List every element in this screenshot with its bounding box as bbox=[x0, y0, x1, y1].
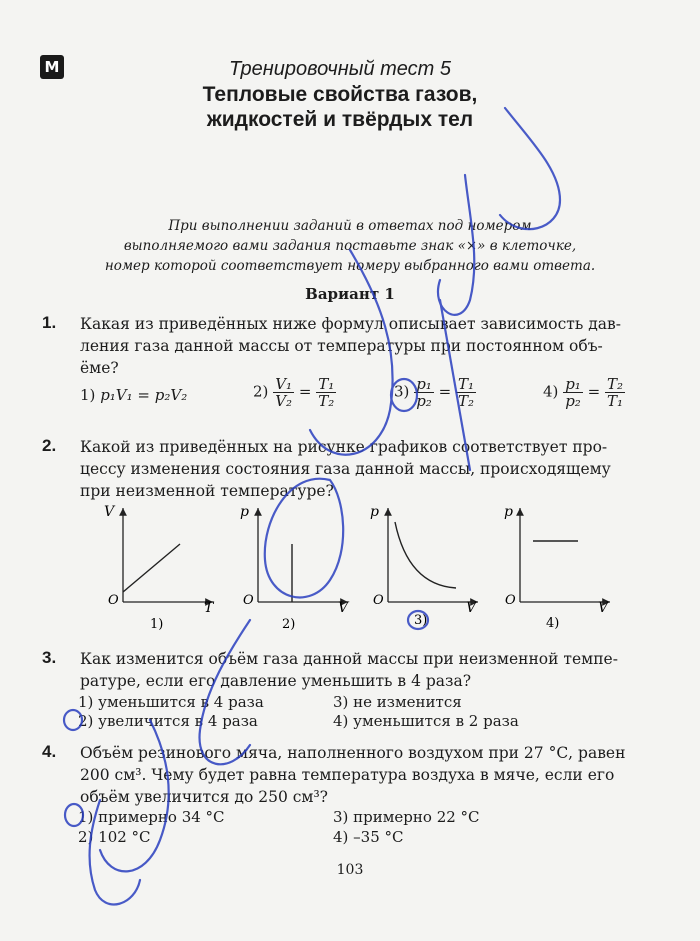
graph-3[interactable] bbox=[370, 504, 478, 628]
test-subtitle: Тренировочный тест 5 bbox=[228, 58, 452, 80]
q1-option-4-equals: = bbox=[587, 382, 601, 401]
q1-line2: ления газа данной массы от температуры при постоянном объ- bbox=[80, 337, 603, 355]
q3-option-2[interactable]: 2) увеличится в 4 раза bbox=[78, 712, 258, 730]
q1-option-2-equals: = bbox=[298, 382, 312, 401]
q4-line1: Объём резинового мяча, наполненного воздухом при 27 °С, равен bbox=[80, 744, 626, 762]
q2-line2: цессу изменения состояния газа данной массы, происходящему bbox=[80, 460, 611, 478]
graph-2[interactable] bbox=[240, 504, 350, 632]
q1-option-3-right-fraction: $\frac{\text{T₁}}{\text{T₂}}$ bbox=[457, 375, 474, 410]
q1-option-2-left-fraction: $\frac{\text{V₁}}{\text{V₂}}$ bbox=[275, 375, 293, 410]
q1-option-4-label: 4) bbox=[543, 382, 559, 401]
graph-2-x-label: V bbox=[338, 600, 349, 616]
page-number: 103 bbox=[336, 862, 364, 878]
test-title-line1: Тепловые свойства газов, bbox=[202, 83, 478, 106]
q2-number: 2. bbox=[42, 436, 57, 455]
graph-1-x-label: T bbox=[204, 600, 214, 616]
q1-line3: ёме? bbox=[80, 359, 119, 377]
q1-option-4-right-fraction: $\frac{\text{T₂}}{\text{T₁}}$ bbox=[606, 375, 623, 410]
q4-line3: объём увеличится до 250 см³? bbox=[80, 788, 328, 806]
q1-option-1-label: 1) bbox=[80, 386, 96, 404]
graph-2-y-label: p bbox=[240, 504, 249, 520]
q1-option-2-right-fraction: $\frac{\text{T₁}}{\text{T₂}}$ bbox=[318, 375, 335, 410]
q3-line1: Как изменится объём газа данной массы при неизменной темпе- bbox=[80, 650, 618, 668]
graph-4-x-label: V bbox=[598, 600, 609, 616]
q4-line2: 200 см³. Чему будет равна температура воздуха в мяче, если его bbox=[80, 766, 615, 784]
graph-3-caption: 3) bbox=[414, 613, 428, 628]
q1-option-2-label: 2) bbox=[253, 382, 269, 401]
q1-option-3-equals: = bbox=[438, 382, 452, 401]
graph-1-y-label: V bbox=[104, 504, 115, 520]
q1-line1: Какая из приведённых ниже формул описывает зависимость дав- bbox=[80, 315, 621, 333]
q2-line1: Какой из приведённых на рисунке графиков соответствует про- bbox=[80, 438, 608, 456]
q1-option-3-left-fraction: $\frac{\text{p₁}}{\text{p₂}}$ bbox=[416, 375, 432, 410]
q3-line2: ратуре, если его давление уменьшить в 4 раза? bbox=[80, 672, 472, 690]
graph-1-origin: O bbox=[108, 593, 119, 608]
q4-number: 4. bbox=[42, 742, 57, 761]
graph-1-caption: 1) bbox=[150, 617, 164, 632]
graph-3-x-label: V bbox=[466, 600, 477, 616]
instructions-line1: При выполнении заданий в ответах под номером bbox=[168, 218, 532, 234]
publisher-logo: М bbox=[40, 55, 64, 79]
graph-1[interactable] bbox=[104, 504, 215, 632]
graph-4-caption: 4) bbox=[546, 616, 560, 631]
q4-text bbox=[80, 742, 640, 808]
q1-number: 1. bbox=[42, 313, 57, 332]
q1-option-4-left-fraction: $\frac{\text{p₁}}{\text{p₂}}$ bbox=[565, 375, 581, 410]
q4-option-1[interactable]: 1) примерно 34 °С bbox=[78, 808, 225, 826]
graph-4-y-label: p bbox=[504, 504, 513, 520]
q1-option-1-formula: p₁V₁ = p₂V₂ bbox=[100, 386, 188, 404]
graph-3-curve bbox=[395, 522, 456, 588]
q1-option-3-label: 3) bbox=[394, 382, 410, 401]
q3-option-4[interactable]: 4) уменьшится в 2 раза bbox=[333, 712, 519, 730]
graph-3-origin: O bbox=[373, 593, 384, 608]
q4-option-3[interactable]: 3) примерно 22 °С bbox=[333, 808, 480, 826]
test-title-line2: жидкостей и твёрдых тел bbox=[206, 108, 474, 131]
variant-heading: Вариант 1 bbox=[305, 285, 395, 303]
graph-3-y-label: p bbox=[370, 504, 379, 520]
instructions-line2: выполняемого вами задания поставьте знак «×» в клеточке, bbox=[123, 238, 577, 254]
q3-text bbox=[80, 648, 640, 692]
q2-line3: при неизменной температуре? bbox=[80, 482, 334, 500]
graph-4-origin: O bbox=[505, 593, 516, 608]
graph-2-origin: O bbox=[243, 593, 254, 608]
q3-option-3[interactable]: 3) не изменится bbox=[333, 693, 462, 711]
graph-4[interactable] bbox=[504, 504, 610, 631]
q3-number: 3. bbox=[42, 648, 57, 667]
instructions-line3: номер которой соответствует номеру выбранного вами ответа. bbox=[104, 258, 596, 274]
q3-option-1[interactable]: 1) уменьшится в 4 раза bbox=[78, 693, 264, 711]
graph-1-line bbox=[123, 544, 180, 592]
q4-option-2[interactable]: 2) 102 °С bbox=[78, 828, 151, 846]
q4-option-4[interactable]: 4) –35 °С bbox=[333, 828, 404, 846]
graph-2-caption: 2) bbox=[282, 617, 296, 632]
